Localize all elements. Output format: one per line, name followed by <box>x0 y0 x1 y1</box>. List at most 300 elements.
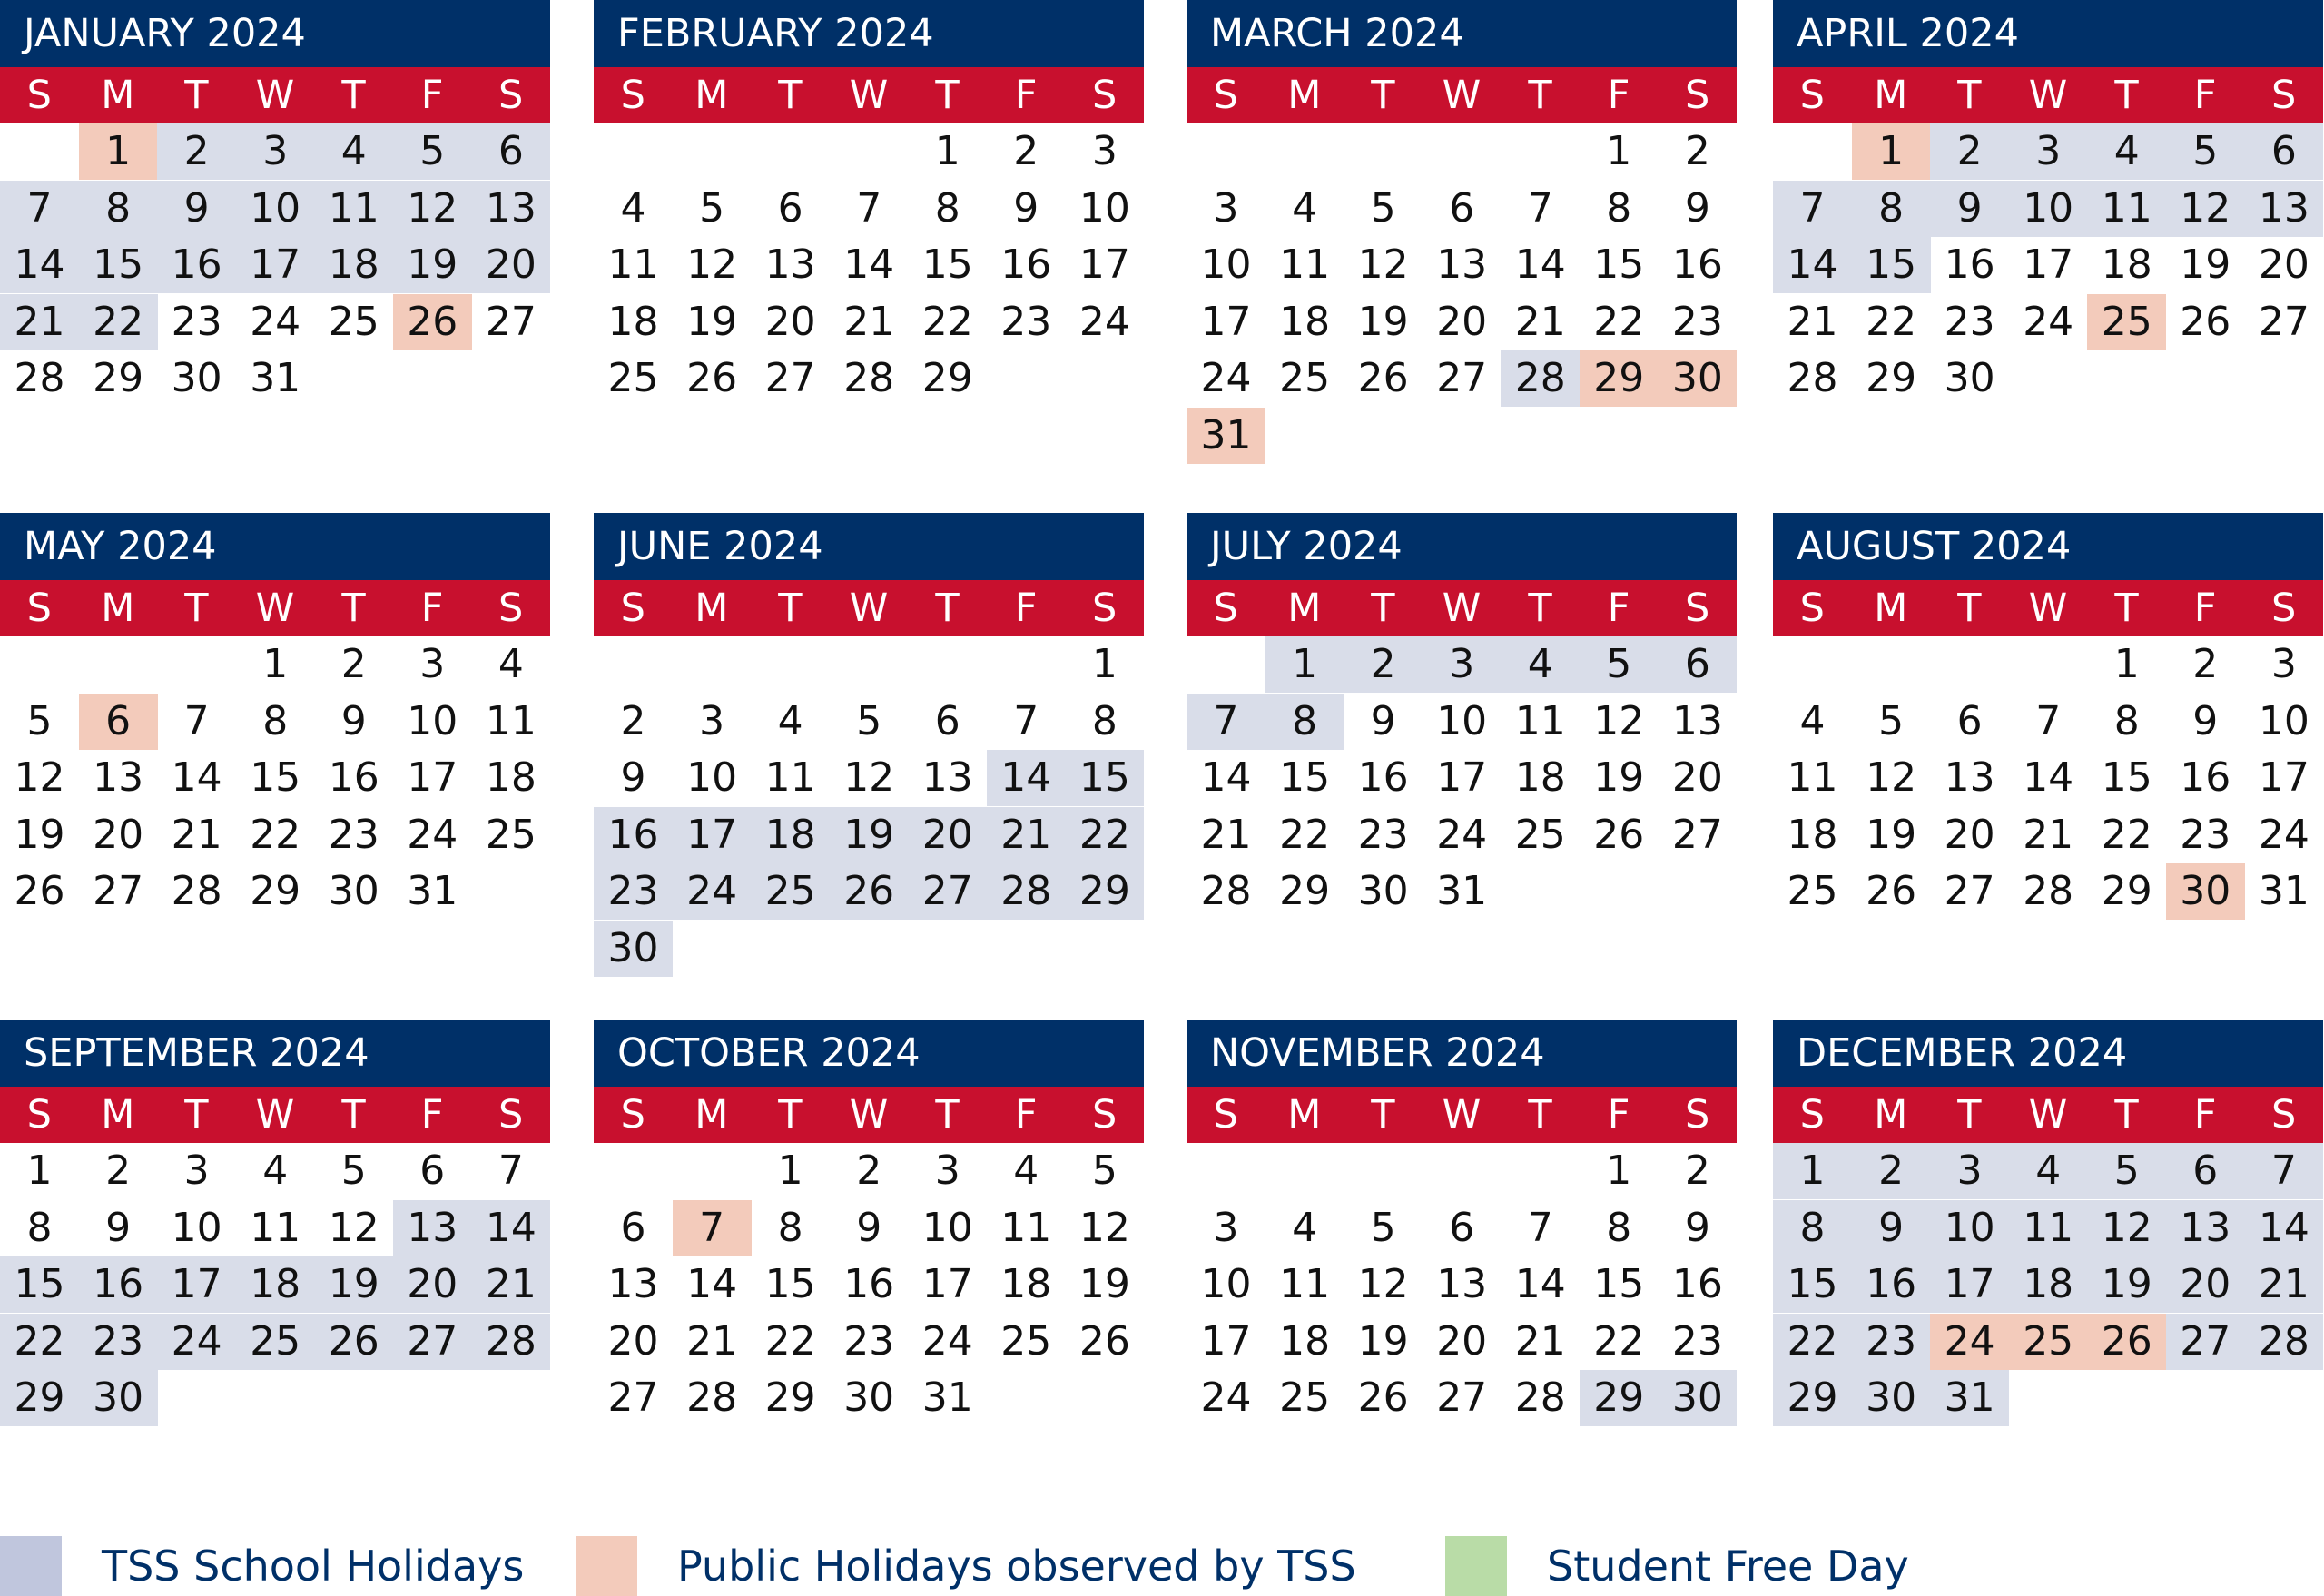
day-cell: 29 <box>1279 868 1331 914</box>
month-title: JUNE 2024 <box>594 513 1144 580</box>
day-cell: 21 <box>1514 298 1566 345</box>
day-cell-school-holiday: 5 <box>393 123 472 180</box>
weekday-header <box>594 67 1144 123</box>
day-cell: 17 <box>407 754 458 801</box>
day-cell: 7 <box>856 184 882 232</box>
weekday-label: F <box>1607 586 1630 631</box>
day-cell: 31 <box>921 1374 973 1421</box>
day-cell: 28 <box>1514 1374 1566 1421</box>
day-cell-school-holiday: 17 <box>673 807 752 863</box>
day-cell: 18 <box>485 754 537 801</box>
day-cell-school-holiday: 19 <box>2087 1256 2166 1313</box>
day-cell: 1 <box>1606 1148 1632 1194</box>
month-calendar <box>0 0 550 465</box>
day-cell: 26 <box>1357 355 1409 401</box>
day-cell-school-holiday: 23 <box>79 1314 158 1370</box>
day-cell: 17 <box>1078 241 1130 288</box>
day-cell: 20 <box>607 1317 659 1364</box>
day-cell-public-holiday: 30 <box>2166 863 2245 920</box>
day-cell-school-holiday: 22 <box>1773 1314 1852 1370</box>
day-cell-school-holiday: 4 <box>2009 1143 2088 1199</box>
day-cell-school-holiday: 17 <box>1930 1256 2009 1313</box>
day-cell: 25 <box>328 298 379 345</box>
day-cell: 5 <box>26 697 53 744</box>
day-cell: 31 <box>2258 868 2309 914</box>
day-cell-school-holiday: 25 <box>236 1314 315 1370</box>
day-cell: 9 <box>105 1204 132 1251</box>
day-cell: 16 <box>328 754 379 801</box>
weekday-label: F <box>1607 73 1630 118</box>
day-cell-public-holiday: 25 <box>2087 294 2166 350</box>
day-cell: 2 <box>1684 128 1710 174</box>
day-cell: 4 <box>1292 184 1318 232</box>
day-cell: 2 <box>1684 1148 1710 1194</box>
day-cell-school-holiday: 17 <box>236 237 315 293</box>
legend-label: Public Holidays observed by TSS <box>677 1542 1356 1591</box>
weekday-header <box>1187 67 1737 123</box>
day-cell-school-holiday: 11 <box>314 181 393 237</box>
day-cell: 27 <box>485 298 537 345</box>
day-cell-school-holiday: 7 <box>2244 1143 2323 1199</box>
legend-label: TSS School Holidays <box>102 1542 525 1591</box>
day-cell: 4 <box>620 184 646 232</box>
weekday-label: S <box>1799 586 1825 631</box>
day-cell: 1 <box>2113 641 2140 687</box>
weekday-label: W <box>1442 73 1482 118</box>
day-cell: 3 <box>1213 184 1239 232</box>
weekday-label: F <box>1014 73 1038 118</box>
weekday-label: S <box>2271 73 2297 118</box>
student-free-day-swatch <box>1445 1536 1507 1596</box>
weekday-label: T <box>2114 586 2139 631</box>
day-cell: 10 <box>171 1204 222 1251</box>
weekday-label: T <box>935 586 960 631</box>
day-cell: 9 <box>1013 184 1039 232</box>
day-cell-school-holiday: 9 <box>1930 181 2009 237</box>
month-calendar <box>1773 1020 2323 1484</box>
day-cell-school-holiday: 22 <box>79 294 158 350</box>
day-cell: 29 <box>93 355 144 401</box>
day-cell-school-holiday: 26 <box>830 863 909 920</box>
day-cell: 16 <box>843 1261 895 1307</box>
weekday-label: S <box>1685 586 1710 631</box>
day-cell-school-holiday: 15 <box>79 237 158 293</box>
legend <box>0 1536 2324 1596</box>
day-cell: 8 <box>1091 697 1118 744</box>
day-cell: 28 <box>686 1374 738 1421</box>
weekday-label: T <box>1528 73 1552 118</box>
weekday-label: M <box>694 73 729 118</box>
day-cell: 18 <box>1514 754 1566 801</box>
month-title: DECEMBER 2024 <box>1773 1020 2323 1087</box>
day-cell: 1 <box>1091 641 1118 687</box>
day-grid <box>1187 1143 1737 1484</box>
day-cell: 26 <box>1357 1374 1409 1421</box>
day-cell-school-holiday: 3 <box>1423 636 1502 693</box>
day-grid <box>1187 123 1737 465</box>
day-cell-school-holiday: 6 <box>1658 636 1737 693</box>
day-cell: 19 <box>686 298 738 345</box>
day-cell: 23 <box>171 298 222 345</box>
day-grid <box>594 1143 1144 1484</box>
day-cell: 9 <box>1684 1204 1710 1251</box>
weekday-label: F <box>1014 1092 1038 1138</box>
day-cell-public-holiday: 31 <box>1187 408 1265 464</box>
day-cell-school-holiday: 6 <box>2166 1143 2245 1199</box>
day-cell: 25 <box>1000 1317 1052 1364</box>
day-cell-school-holiday: 3 <box>2009 123 2088 180</box>
weekday-label: S <box>620 586 645 631</box>
weekday-label: W <box>255 1092 295 1138</box>
weekday-label: W <box>2028 1092 2068 1138</box>
day-cell: 2 <box>2192 641 2219 687</box>
day-cell: 13 <box>1671 697 1723 744</box>
month-calendar <box>1187 0 1737 465</box>
day-cell-school-holiday: 28 <box>471 1314 550 1370</box>
day-cell-school-holiday: 9 <box>157 181 236 237</box>
weekday-header <box>1773 580 2323 636</box>
day-cell: 9 <box>2192 697 2219 744</box>
weekday-label: S <box>498 1092 524 1138</box>
day-cell-school-holiday: 21 <box>2244 1256 2323 1313</box>
weekday-label: T <box>1957 73 1982 118</box>
weekday-label: M <box>1874 1092 1908 1138</box>
day-cell-public-holiday: 6 <box>79 694 158 750</box>
day-cell: 24 <box>407 811 458 858</box>
month-title: MAY 2024 <box>0 513 550 580</box>
day-cell-school-holiday: 16 <box>1852 1256 1931 1313</box>
month-title: AUGUST 2024 <box>1773 513 2323 580</box>
day-grid <box>594 636 1144 978</box>
day-cell-school-holiday: 10 <box>236 181 315 237</box>
day-cell: 26 <box>686 355 738 401</box>
weekday-label: S <box>26 1092 52 1138</box>
day-cell: 17 <box>1200 298 1252 345</box>
weekday-label: T <box>184 1092 209 1138</box>
weekday-label: S <box>1685 73 1710 118</box>
day-cell: 19 <box>1078 1261 1130 1307</box>
weekday-header <box>1187 580 1737 636</box>
day-cell: 16 <box>1000 241 1052 288</box>
day-cell-school-holiday: 4 <box>2087 123 2166 180</box>
day-cell: 15 <box>1593 1261 1645 1307</box>
day-cell: 9 <box>1370 697 1396 744</box>
day-cell: 24 <box>921 1317 973 1364</box>
day-cell: 25 <box>1787 868 1838 914</box>
weekday-label: T <box>2114 73 2139 118</box>
day-cell-school-holiday: 6 <box>471 123 550 180</box>
day-cell: 22 <box>764 1317 816 1364</box>
weekday-label: F <box>420 1092 444 1138</box>
day-cell-school-holiday: 20 <box>393 1256 472 1313</box>
day-cell: 16 <box>2180 754 2231 801</box>
day-cell: 25 <box>1279 1374 1331 1421</box>
day-cell: 16 <box>1944 241 1995 288</box>
weekday-label: F <box>420 73 444 118</box>
day-cell-public-holiday: 1 <box>1852 123 1931 180</box>
month-calendar <box>0 513 550 978</box>
weekday-header <box>0 1087 550 1143</box>
day-cell-public-holiday: 1 <box>79 123 158 180</box>
weekday-label: T <box>1371 1092 1395 1138</box>
month-calendar <box>1187 513 1737 978</box>
day-cell: 14 <box>1514 1261 1566 1307</box>
day-cell: 27 <box>1436 355 1488 401</box>
day-cell: 23 <box>843 1317 895 1364</box>
day-cell-school-holiday: 12 <box>2087 1200 2166 1256</box>
day-cell: 21 <box>1787 298 1838 345</box>
weekday-label: S <box>620 1092 645 1138</box>
day-cell: 27 <box>2258 298 2309 345</box>
day-cell-public-holiday: 26 <box>393 294 472 350</box>
day-cell: 11 <box>1279 1261 1331 1307</box>
day-cell: 25 <box>607 355 659 401</box>
day-cell-school-holiday: 24 <box>157 1314 236 1370</box>
day-cell: 5 <box>1370 184 1396 232</box>
public-holidays-swatch <box>576 1536 637 1596</box>
day-grid <box>1773 636 2323 978</box>
day-cell: 16 <box>1357 754 1409 801</box>
day-cell-school-holiday: 29 <box>1580 1370 1659 1426</box>
day-cell: 26 <box>1593 811 1645 858</box>
day-cell: 31 <box>1436 868 1488 914</box>
day-cell-school-holiday: 19 <box>393 237 472 293</box>
day-cell: 12 <box>843 754 895 801</box>
day-cell: 3 <box>1213 1204 1239 1251</box>
day-cell: 8 <box>262 697 289 744</box>
day-cell: 3 <box>699 697 725 744</box>
weekday-label: T <box>935 73 960 118</box>
day-cell: 16 <box>1671 1261 1723 1307</box>
day-cell: 6 <box>777 184 803 232</box>
day-cell: 13 <box>1436 241 1488 288</box>
weekday-label: T <box>184 73 209 118</box>
weekday-label: T <box>778 1092 803 1138</box>
day-cell: 17 <box>2023 241 2074 288</box>
day-cell-school-holiday: 1 <box>1265 636 1344 693</box>
day-cell-school-holiday: 7 <box>0 181 79 237</box>
weekday-label: T <box>1528 1092 1552 1138</box>
day-cell-school-holiday: 29 <box>0 1370 79 1426</box>
day-cell: 18 <box>607 298 659 345</box>
weekday-label: S <box>1213 1092 1238 1138</box>
day-cell-school-holiday: 29 <box>1065 863 1144 920</box>
day-cell-school-holiday: 7 <box>1187 694 1265 750</box>
day-cell: 9 <box>1684 184 1710 232</box>
weekday-label: T <box>1371 73 1395 118</box>
day-cell: 17 <box>921 1261 973 1307</box>
day-cell-school-holiday: 30 <box>594 921 673 977</box>
day-cell: 5 <box>699 184 725 232</box>
weekday-label: S <box>26 586 52 631</box>
day-cell: 3 <box>2270 641 2297 687</box>
day-cell: 1 <box>262 641 289 687</box>
day-cell: 22 <box>921 298 973 345</box>
day-cell-school-holiday: 19 <box>830 807 909 863</box>
day-cell-school-holiday: 3 <box>1930 1143 2009 1199</box>
day-cell: 15 <box>764 1261 816 1307</box>
day-cell: 10 <box>1078 184 1130 232</box>
day-cell: 24 <box>1436 811 1488 858</box>
day-cell: 19 <box>1357 298 1409 345</box>
day-cell-school-holiday: 30 <box>79 1370 158 1426</box>
day-cell-school-holiday: 31 <box>1930 1370 2009 1426</box>
day-cell-school-holiday: 20 <box>908 807 987 863</box>
day-cell: 18 <box>1279 298 1331 345</box>
day-cell: 8 <box>934 184 960 232</box>
school-holidays-swatch <box>0 1536 62 1596</box>
day-cell: 19 <box>14 811 65 858</box>
weekday-label: M <box>1287 586 1322 631</box>
day-cell: 21 <box>843 298 895 345</box>
day-cell: 18 <box>2101 241 2152 288</box>
day-cell-school-holiday: 8 <box>1265 694 1344 750</box>
day-cell: 11 <box>250 1204 301 1251</box>
day-cell: 5 <box>1370 1204 1396 1251</box>
day-cell-public-holiday: 26 <box>2087 1314 2166 1370</box>
day-cell: 23 <box>1671 1317 1723 1364</box>
day-cell: 30 <box>1944 355 1995 401</box>
day-cell: 12 <box>1357 1261 1409 1307</box>
day-cell-school-holiday: 28 <box>987 863 1066 920</box>
weekday-header <box>1187 1087 1737 1143</box>
day-cell-public-holiday: 30 <box>1658 350 1737 407</box>
day-cell: 4 <box>1799 697 1826 744</box>
day-cell: 4 <box>1013 1148 1039 1194</box>
weekday-label: F <box>1014 586 1038 631</box>
day-cell: 25 <box>485 811 537 858</box>
weekday-label: W <box>849 73 889 118</box>
day-cell-school-holiday: 8 <box>79 181 158 237</box>
day-cell-school-holiday: 13 <box>393 1200 472 1256</box>
day-cell: 28 <box>843 355 895 401</box>
day-cell: 7 <box>497 1148 524 1194</box>
day-cell: 27 <box>1671 811 1723 858</box>
day-cell: 26 <box>1078 1317 1130 1364</box>
day-cell-school-holiday: 8 <box>1773 1200 1852 1256</box>
month-title: MARCH 2024 <box>1187 0 1737 67</box>
day-cell: 29 <box>921 355 973 401</box>
day-cell: 15 <box>1279 754 1331 801</box>
day-cell: 10 <box>1200 241 1252 288</box>
day-cell: 1 <box>777 1148 803 1194</box>
day-cell: 29 <box>1866 355 1917 401</box>
weekday-label: F <box>420 586 444 631</box>
day-cell: 24 <box>1200 1374 1252 1421</box>
day-cell: 11 <box>764 754 816 801</box>
day-cell-school-holiday: 13 <box>2166 1200 2245 1256</box>
day-cell: 15 <box>1593 241 1645 288</box>
day-cell: 13 <box>1944 754 1995 801</box>
day-cell: 1 <box>1606 128 1632 174</box>
day-grid <box>0 123 550 465</box>
day-grid <box>0 1143 550 1484</box>
day-cell: 27 <box>1944 868 1995 914</box>
day-cell-school-holiday: 14 <box>471 1200 550 1256</box>
day-cell: 26 <box>2180 298 2231 345</box>
day-cell: 8 <box>2113 697 2140 744</box>
day-cell: 12 <box>1866 754 1917 801</box>
day-cell: 14 <box>2023 754 2074 801</box>
day-cell: 11 <box>1514 697 1566 744</box>
day-cell-public-holiday: 29 <box>1580 350 1659 407</box>
weekday-label: S <box>1092 73 1118 118</box>
day-cell-school-holiday: 6 <box>2244 123 2323 180</box>
day-cell: 1 <box>26 1148 53 1194</box>
day-cell: 20 <box>1671 754 1723 801</box>
weekday-header <box>0 67 550 123</box>
day-cell: 2 <box>340 641 367 687</box>
day-cell-school-holiday: 26 <box>314 1314 393 1370</box>
day-cell: 23 <box>1944 298 1995 345</box>
day-cell: 19 <box>2180 241 2231 288</box>
day-cell: 3 <box>419 641 446 687</box>
month-calendar <box>594 1020 1144 1484</box>
day-cell: 13 <box>921 754 973 801</box>
day-cell: 10 <box>1436 697 1488 744</box>
weekday-label: T <box>1957 586 1982 631</box>
weekday-label: W <box>849 586 889 631</box>
month-calendar <box>594 0 1144 465</box>
day-cell-school-holiday: 18 <box>2009 1256 2088 1313</box>
weekday-label: W <box>849 1092 889 1138</box>
day-cell-school-holiday: 14 <box>1773 237 1852 293</box>
weekday-label: M <box>1287 73 1322 118</box>
day-cell-school-holiday: 2 <box>1344 636 1423 693</box>
day-cell: 23 <box>1000 298 1052 345</box>
weekday-label: M <box>694 586 729 631</box>
day-cell-school-holiday: 19 <box>314 1256 393 1313</box>
weekday-label: T <box>935 1092 960 1138</box>
day-cell: 7 <box>2035 697 2062 744</box>
day-cell: 22 <box>1593 298 1645 345</box>
weekday-header <box>0 580 550 636</box>
day-cell: 19 <box>1593 754 1645 801</box>
day-cell: 30 <box>843 1374 895 1421</box>
day-cell: 23 <box>328 811 379 858</box>
day-cell: 11 <box>1787 754 1838 801</box>
day-cell: 14 <box>843 241 895 288</box>
day-grid <box>1187 636 1737 978</box>
day-cell: 17 <box>1200 1317 1252 1364</box>
day-cell: 24 <box>1078 298 1130 345</box>
day-cell: 21 <box>171 811 222 858</box>
weekday-label: S <box>2271 586 2297 631</box>
day-cell: 15 <box>2101 754 2152 801</box>
weekday-label: W <box>255 586 295 631</box>
weekday-label: S <box>1213 586 1238 631</box>
day-cell: 5 <box>340 1148 367 1194</box>
day-cell: 9 <box>340 697 367 744</box>
day-cell: 20 <box>2258 241 2309 288</box>
day-cell: 20 <box>1944 811 1995 858</box>
weekday-label: S <box>498 73 524 118</box>
day-cell: 6 <box>1956 697 1983 744</box>
day-cell: 7 <box>183 697 210 744</box>
day-cell: 3 <box>934 1148 960 1194</box>
weekday-label: W <box>1442 1092 1482 1138</box>
day-cell: 31 <box>250 355 301 401</box>
weekday-label: M <box>101 586 135 631</box>
month-title: OCTOBER 2024 <box>594 1020 1144 1087</box>
day-cell: 26 <box>1866 868 1917 914</box>
day-cell: 11 <box>1279 241 1331 288</box>
day-cell: 12 <box>1078 1204 1130 1251</box>
day-cell-school-holiday: 7 <box>1773 181 1852 237</box>
month-calendar <box>0 1020 550 1484</box>
day-cell-school-holiday: 28 <box>1501 350 1580 407</box>
weekday-label: M <box>101 1092 135 1138</box>
